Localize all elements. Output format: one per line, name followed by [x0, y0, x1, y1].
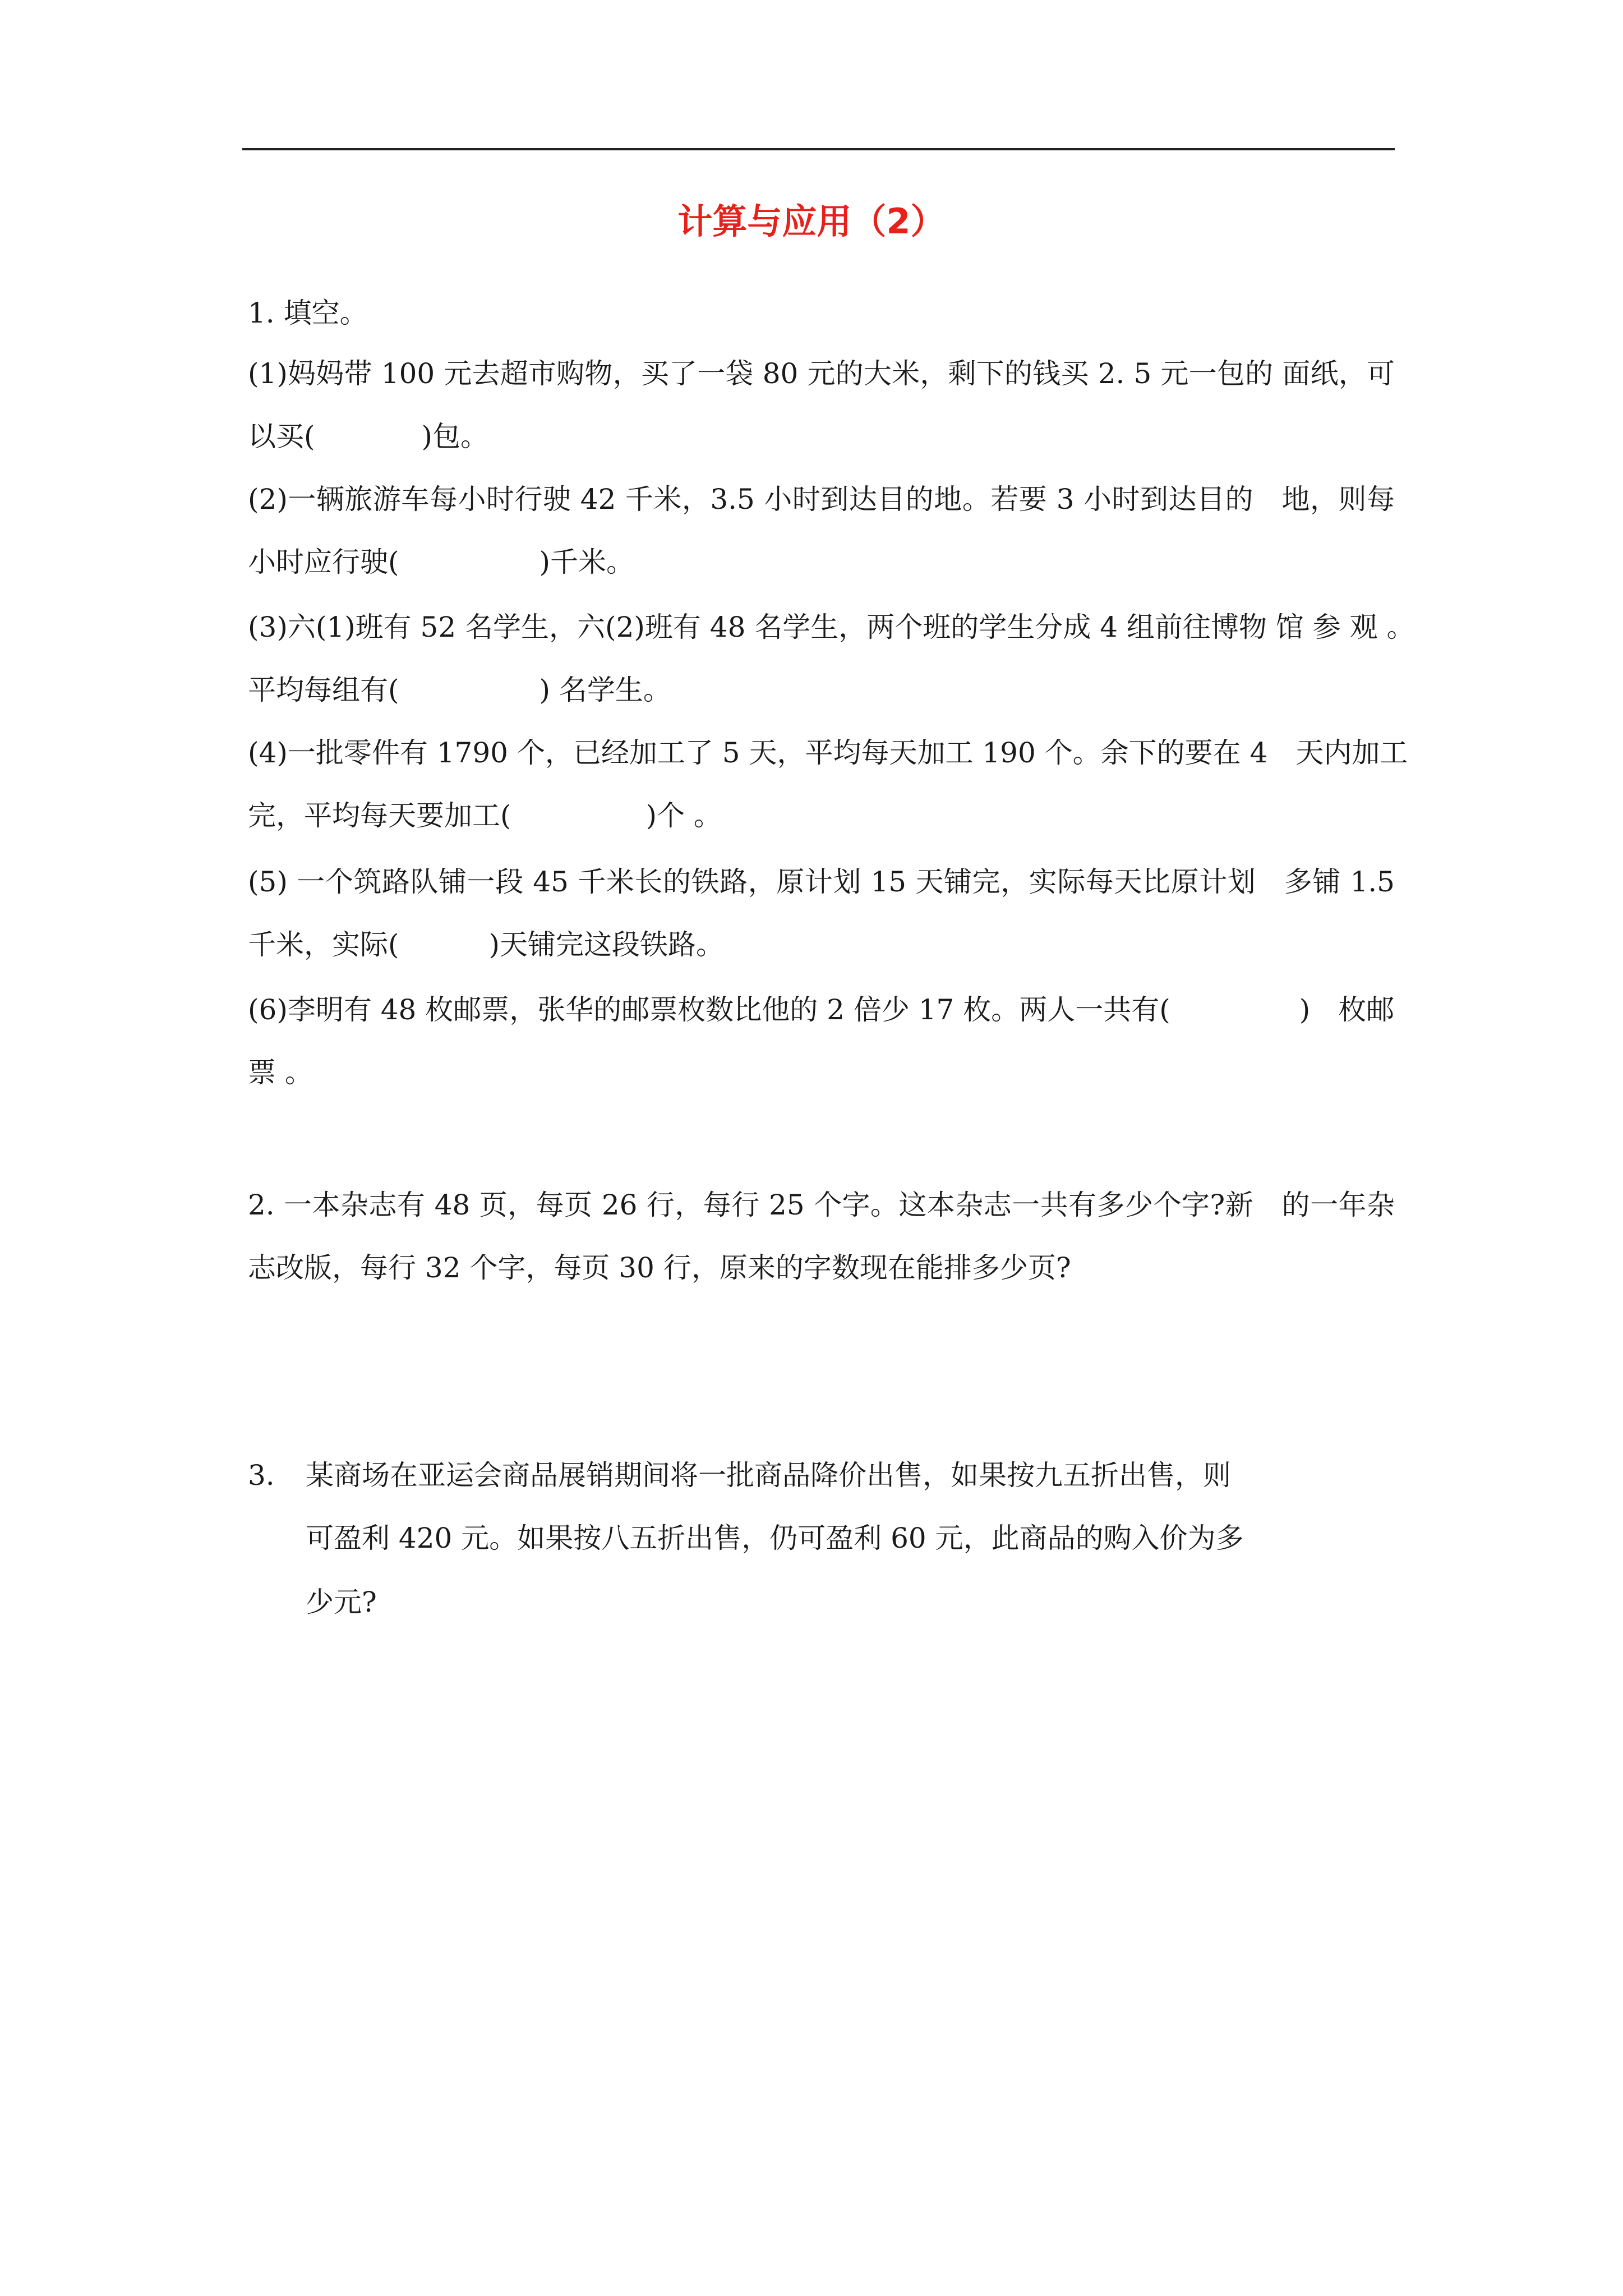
- q1-part5-line2: [248, 923, 724, 966]
- q1-heading: 1. 填空。: [248, 297, 368, 329]
- q1-part3-line2: [248, 669, 671, 711]
- q1-part2-line2-start: 小时应行驶(: [248, 546, 399, 578]
- q1-part5-line1: (5) 一个筑路队铺一段 45 千米长的铁路，原计划 15 天铺完，实际每天比原计划 多铺 1.5: [248, 866, 1395, 898]
- q1-part2-line2-end: )千米。: [539, 546, 635, 578]
- q1-part4-line1: (4)一批零件有 1790 个，已经加工了 5 天，平均每天加工 190 个。余下的要在 4 天内加工: [248, 737, 1408, 769]
- q1-part2-line2: [248, 541, 634, 583]
- q1-part4-line2-start: 完，平均每天要加工(: [248, 799, 511, 832]
- page-title: 计算与应用（2）: [677, 201, 946, 242]
- q1-part6-line2: 票 。: [248, 1056, 313, 1089]
- q1-part4-line2-end: )个 。: [645, 799, 722, 832]
- q2-line2: 志改版，每行 32 个字，每页 30 行，原来的字数现在能排多少页?: [248, 1251, 1071, 1284]
- q1-part3-line2-end: ) 名学生。: [539, 674, 671, 706]
- q1-part5-line2-end: )天铺完这段铁路。: [488, 928, 725, 961]
- q3-line2: 可盈利 420 元。如果按八五折出售，仍可盈利 60 元，此商品的购入价为多: [306, 1522, 1244, 1554]
- q1-part6-line1: [248, 988, 1394, 1031]
- q1-part2-line1: (2)一辆旅游车每小时行驶 42 千米，3.5 小时到达目的地。若要 3 小时到达目的 地，则每: [248, 483, 1395, 516]
- q1-part5-line2-start: 千米，实际(: [248, 928, 399, 961]
- header-rule: [242, 148, 1395, 150]
- q2-line1: 2. 一本杂志有 48 页，每页 26 行，每行 25 个字。这本杂志一共有多少个字?新 的一年杂: [248, 1189, 1395, 1221]
- q3-line1: 某商场在亚运会商品展销期间将一批商品降价出售，如果按九五折出售，则: [306, 1459, 1231, 1492]
- q1-part3-line1: (3)六(1)班有 52 名学生，六(2)班有 48 名学生，两个班的学生分成 4 组前往博物 馆 参 观 。: [248, 611, 1415, 643]
- q1-part6-line1-end: ) 枚邮: [1299, 993, 1395, 1026]
- q1-part3-line2-start: 平均每组有(: [248, 674, 399, 706]
- q1-part6-line1-start: (6)李明有 48 枚邮票，张华的邮票枚数比他的 2 倍少 17 枚。两人一共有(: [248, 993, 1170, 1026]
- q3-line3: 少元?: [306, 1586, 377, 1618]
- q1-part1-line2-end: )包。: [421, 420, 489, 453]
- q1-part4-line2: [248, 794, 722, 837]
- q3-number: 3.: [248, 1459, 275, 1492]
- q1-part1-line2: [248, 415, 488, 458]
- q1-part1-line2-start: 以买(: [248, 420, 315, 453]
- q1-part1-line1: (1)妈妈带 100 元去超市购物，买了一袋 80 元的大米，剩下的钱买 2. 5 元一包的 面纸，可: [248, 357, 1395, 390]
